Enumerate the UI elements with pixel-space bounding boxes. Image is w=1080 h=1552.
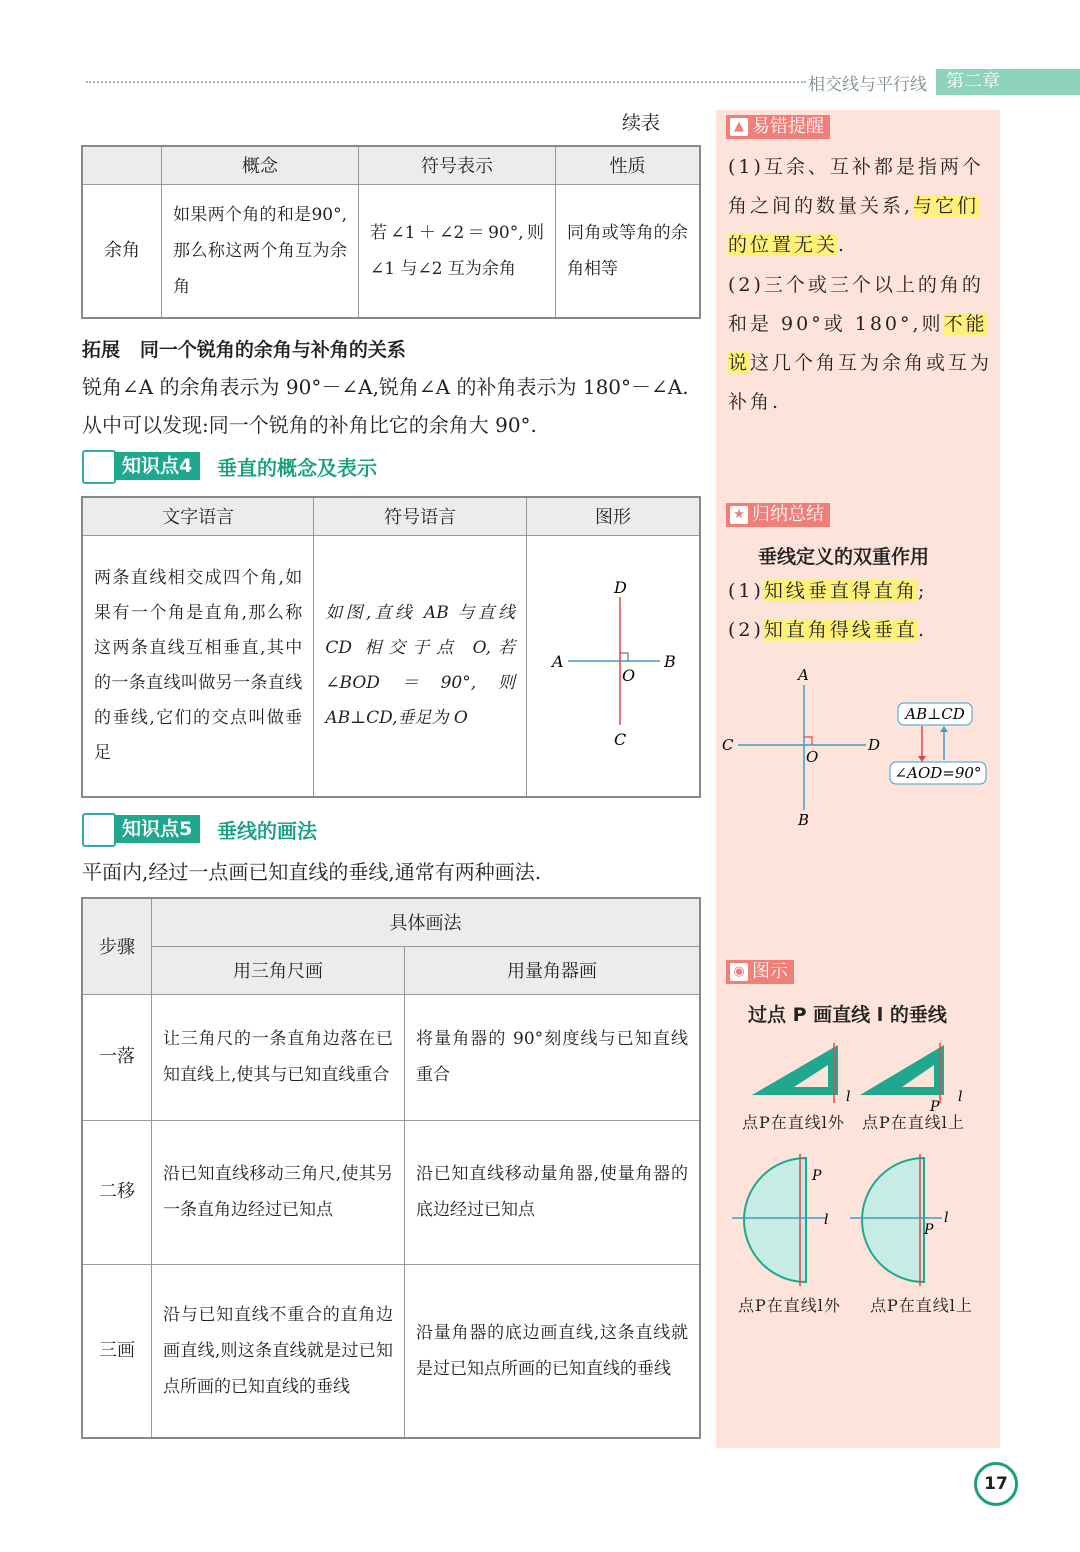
- triangle-cell: 沿与已知直线不重合的直角边画直线,则这条直线就是过已知点所画的已知直线的垂线: [163, 1304, 393, 1397]
- label-a: A: [798, 666, 809, 684]
- label-o: O: [622, 665, 636, 685]
- relation-text-2: ∠AOD=90°: [894, 764, 982, 782]
- warning-tag: [726, 115, 830, 139]
- side-panel: [716, 110, 1000, 1448]
- protractor-2: [862, 1158, 924, 1282]
- header-text-lang: 文字语言: [82, 497, 314, 535]
- summary-2-end: .: [917, 619, 927, 641]
- arrow-down-head: [918, 756, 926, 762]
- symbol-cell: 若∠1＋∠2＝90°,则∠1 与∠2 互为余角: [370, 222, 544, 279]
- illustration-tag-label: 图示: [752, 961, 788, 982]
- caption-1: 点P在直线l外: [742, 1113, 845, 1132]
- property-cell: 同角或等角的余角相等: [567, 222, 688, 279]
- extension-title: 同一个锐角的余角与补角的关系: [139, 339, 406, 361]
- extension-text: 锐角∠A 的余角表示为 90°－∠A,锐角∠A 的补角表示为 180°－∠A. 从中可以发现:同一个锐角的补角比它的余角大 90°.: [82, 375, 689, 437]
- label-b: B: [798, 811, 810, 829]
- label-b: B: [664, 651, 676, 671]
- label-l-3: l: [824, 1212, 829, 1228]
- header-concept: 概念: [162, 146, 359, 184]
- notebook-icon: [82, 450, 116, 484]
- header-property: 性质: [556, 146, 701, 184]
- warning-1-end: .: [838, 234, 848, 256]
- bell-icon: ▲: [730, 118, 748, 136]
- label-l-2: l: [958, 1089, 963, 1105]
- header-protractor: 用量角器画: [405, 946, 701, 994]
- drawing-method-table: [81, 897, 701, 1439]
- header-symbol-lang: 符号语言: [314, 497, 527, 535]
- summary-2: [728, 611, 994, 650]
- warning-tag-label: 易错提醒: [752, 116, 824, 137]
- summary-2-highlight: 知直角得线垂直: [763, 619, 918, 641]
- symbol-lang-cell: 如图,直线 AB 与直线 CD 相交于点 O,若∠BOD＝90°,则 AB⊥CD,垂足为 O: [325, 602, 515, 728]
- perpendicular-table: [81, 496, 701, 798]
- eye-icon: ◉: [730, 963, 748, 981]
- extension-heading: [82, 335, 406, 362]
- summary-tag-label: 归纳总结: [752, 504, 824, 525]
- row-label-complementary: 余角: [82, 184, 162, 318]
- caption-2: 点P在直线l上: [862, 1113, 965, 1132]
- label-l-1: l: [846, 1089, 851, 1105]
- extension-label: 拓展: [82, 339, 121, 361]
- caption-3: 点P在直线l外: [738, 1296, 841, 1315]
- kp5-label: 知识点5: [114, 815, 200, 843]
- header-title: 相交线与平行线: [808, 75, 927, 95]
- summary-figure: [716, 660, 1000, 840]
- right-angle-mark: [620, 653, 628, 661]
- illustration-title: 过点 P 画直线 l 的垂线: [748, 1004, 947, 1026]
- kp4-label: 知识点4: [114, 452, 200, 480]
- warning-2-end: 这几个角互为余角或互为补角.: [728, 352, 993, 413]
- kp5-intro: 平面内,经过一点画已知直线的垂线,通常有两种画法.: [82, 860, 542, 884]
- kp4-title: 垂直的概念及表示: [217, 456, 377, 480]
- label-p-2: P: [930, 1099, 940, 1115]
- chapter-badge: 第二章: [936, 69, 1080, 95]
- header-triangle: 用三角尺画: [152, 946, 405, 994]
- protractor-cell: 将量角器的 90°刻度线与已知直线重合: [416, 1029, 688, 1085]
- warning-1-text: (1)互余、互补都是指两个角之间的数量关系,: [728, 156, 984, 217]
- step-cell: 三画: [82, 1264, 152, 1438]
- continued-label: 续表: [622, 112, 661, 134]
- empty-header: [82, 146, 162, 184]
- label-c: C: [722, 736, 734, 754]
- label-o: O: [806, 748, 819, 766]
- label-p-4: P: [924, 1222, 934, 1238]
- summary-2-num: (2): [728, 619, 764, 641]
- label-p-3: P: [812, 1168, 822, 1184]
- arrow-up-head: [940, 726, 948, 732]
- header-figure: 图形: [527, 497, 701, 535]
- label-c: C: [614, 729, 627, 749]
- right-angle-mark: [804, 737, 812, 745]
- label-d: D: [868, 736, 881, 754]
- complementary-angle-table: [81, 145, 701, 319]
- warning-2-text: (2)三个或三个以上的角的和是 90°或 180°,则: [728, 274, 984, 335]
- protractor-cell: 沿量角器的底边画直线,这条直线就是过已知点所画的已知直线的垂线: [416, 1322, 688, 1379]
- protractor-cell: 沿已知直线移动量角器,使量角器的底边经过已知点: [416, 1164, 688, 1220]
- notebook-icon: [82, 813, 116, 847]
- header-method: 具体画法: [152, 898, 701, 946]
- summary-1-end: ;: [917, 580, 928, 602]
- triangle-cell: 让三角尺的一条直角边落在已知直线上,使其与已知直线重合: [163, 1029, 393, 1085]
- protractor-1: [744, 1158, 806, 1282]
- concept-cell: 如果两个角的和是90°,那么称这两个角互为余角: [173, 204, 347, 297]
- warning-2-highlight: 不能说: [728, 313, 988, 374]
- figure-cell: [527, 535, 701, 797]
- header-symbol: 符号表示: [359, 146, 556, 184]
- summary-1-num: (1): [728, 580, 764, 602]
- summary-1: [728, 572, 994, 611]
- page-number: 17: [974, 1462, 1018, 1506]
- star-icon: ★: [730, 506, 748, 524]
- summary-tag: [726, 503, 830, 527]
- illustration-tag: [726, 960, 794, 984]
- warning-2: [728, 266, 994, 422]
- warning-1: [728, 148, 994, 265]
- kp5-title: 垂线的画法: [217, 819, 317, 843]
- relation-text-1: AB⊥CD: [905, 705, 965, 723]
- label-a: A: [552, 651, 564, 671]
- perpendicular-figure: [528, 537, 698, 795]
- definition-cell: 两条直线相交成四个角,如果有一个角是直角,那么称这两条直线互相垂直,其中的一条直线叫做另一条直线的垂线,它们的交点叫做垂足: [94, 567, 303, 763]
- step-cell: 一落: [82, 994, 152, 1120]
- label-d: D: [614, 577, 627, 597]
- label-l-4: l: [944, 1210, 949, 1226]
- header-step: 步骤: [82, 898, 152, 994]
- caption-4: 点P在直线l上: [870, 1296, 973, 1315]
- summary-title: 垂线定义的双重作用: [758, 546, 930, 568]
- triangle-cell: 沿已知直线移动三角尺,使其另一条直角边经过已知点: [163, 1164, 393, 1220]
- header-divider: [86, 81, 806, 83]
- protractor-illustrations: [716, 1150, 1000, 1290]
- warning-1-highlight: 与它们的位置无关: [728, 195, 980, 256]
- summary-1-highlight: 知线垂直得直角: [763, 580, 918, 602]
- step-cell: 二移: [82, 1120, 152, 1264]
